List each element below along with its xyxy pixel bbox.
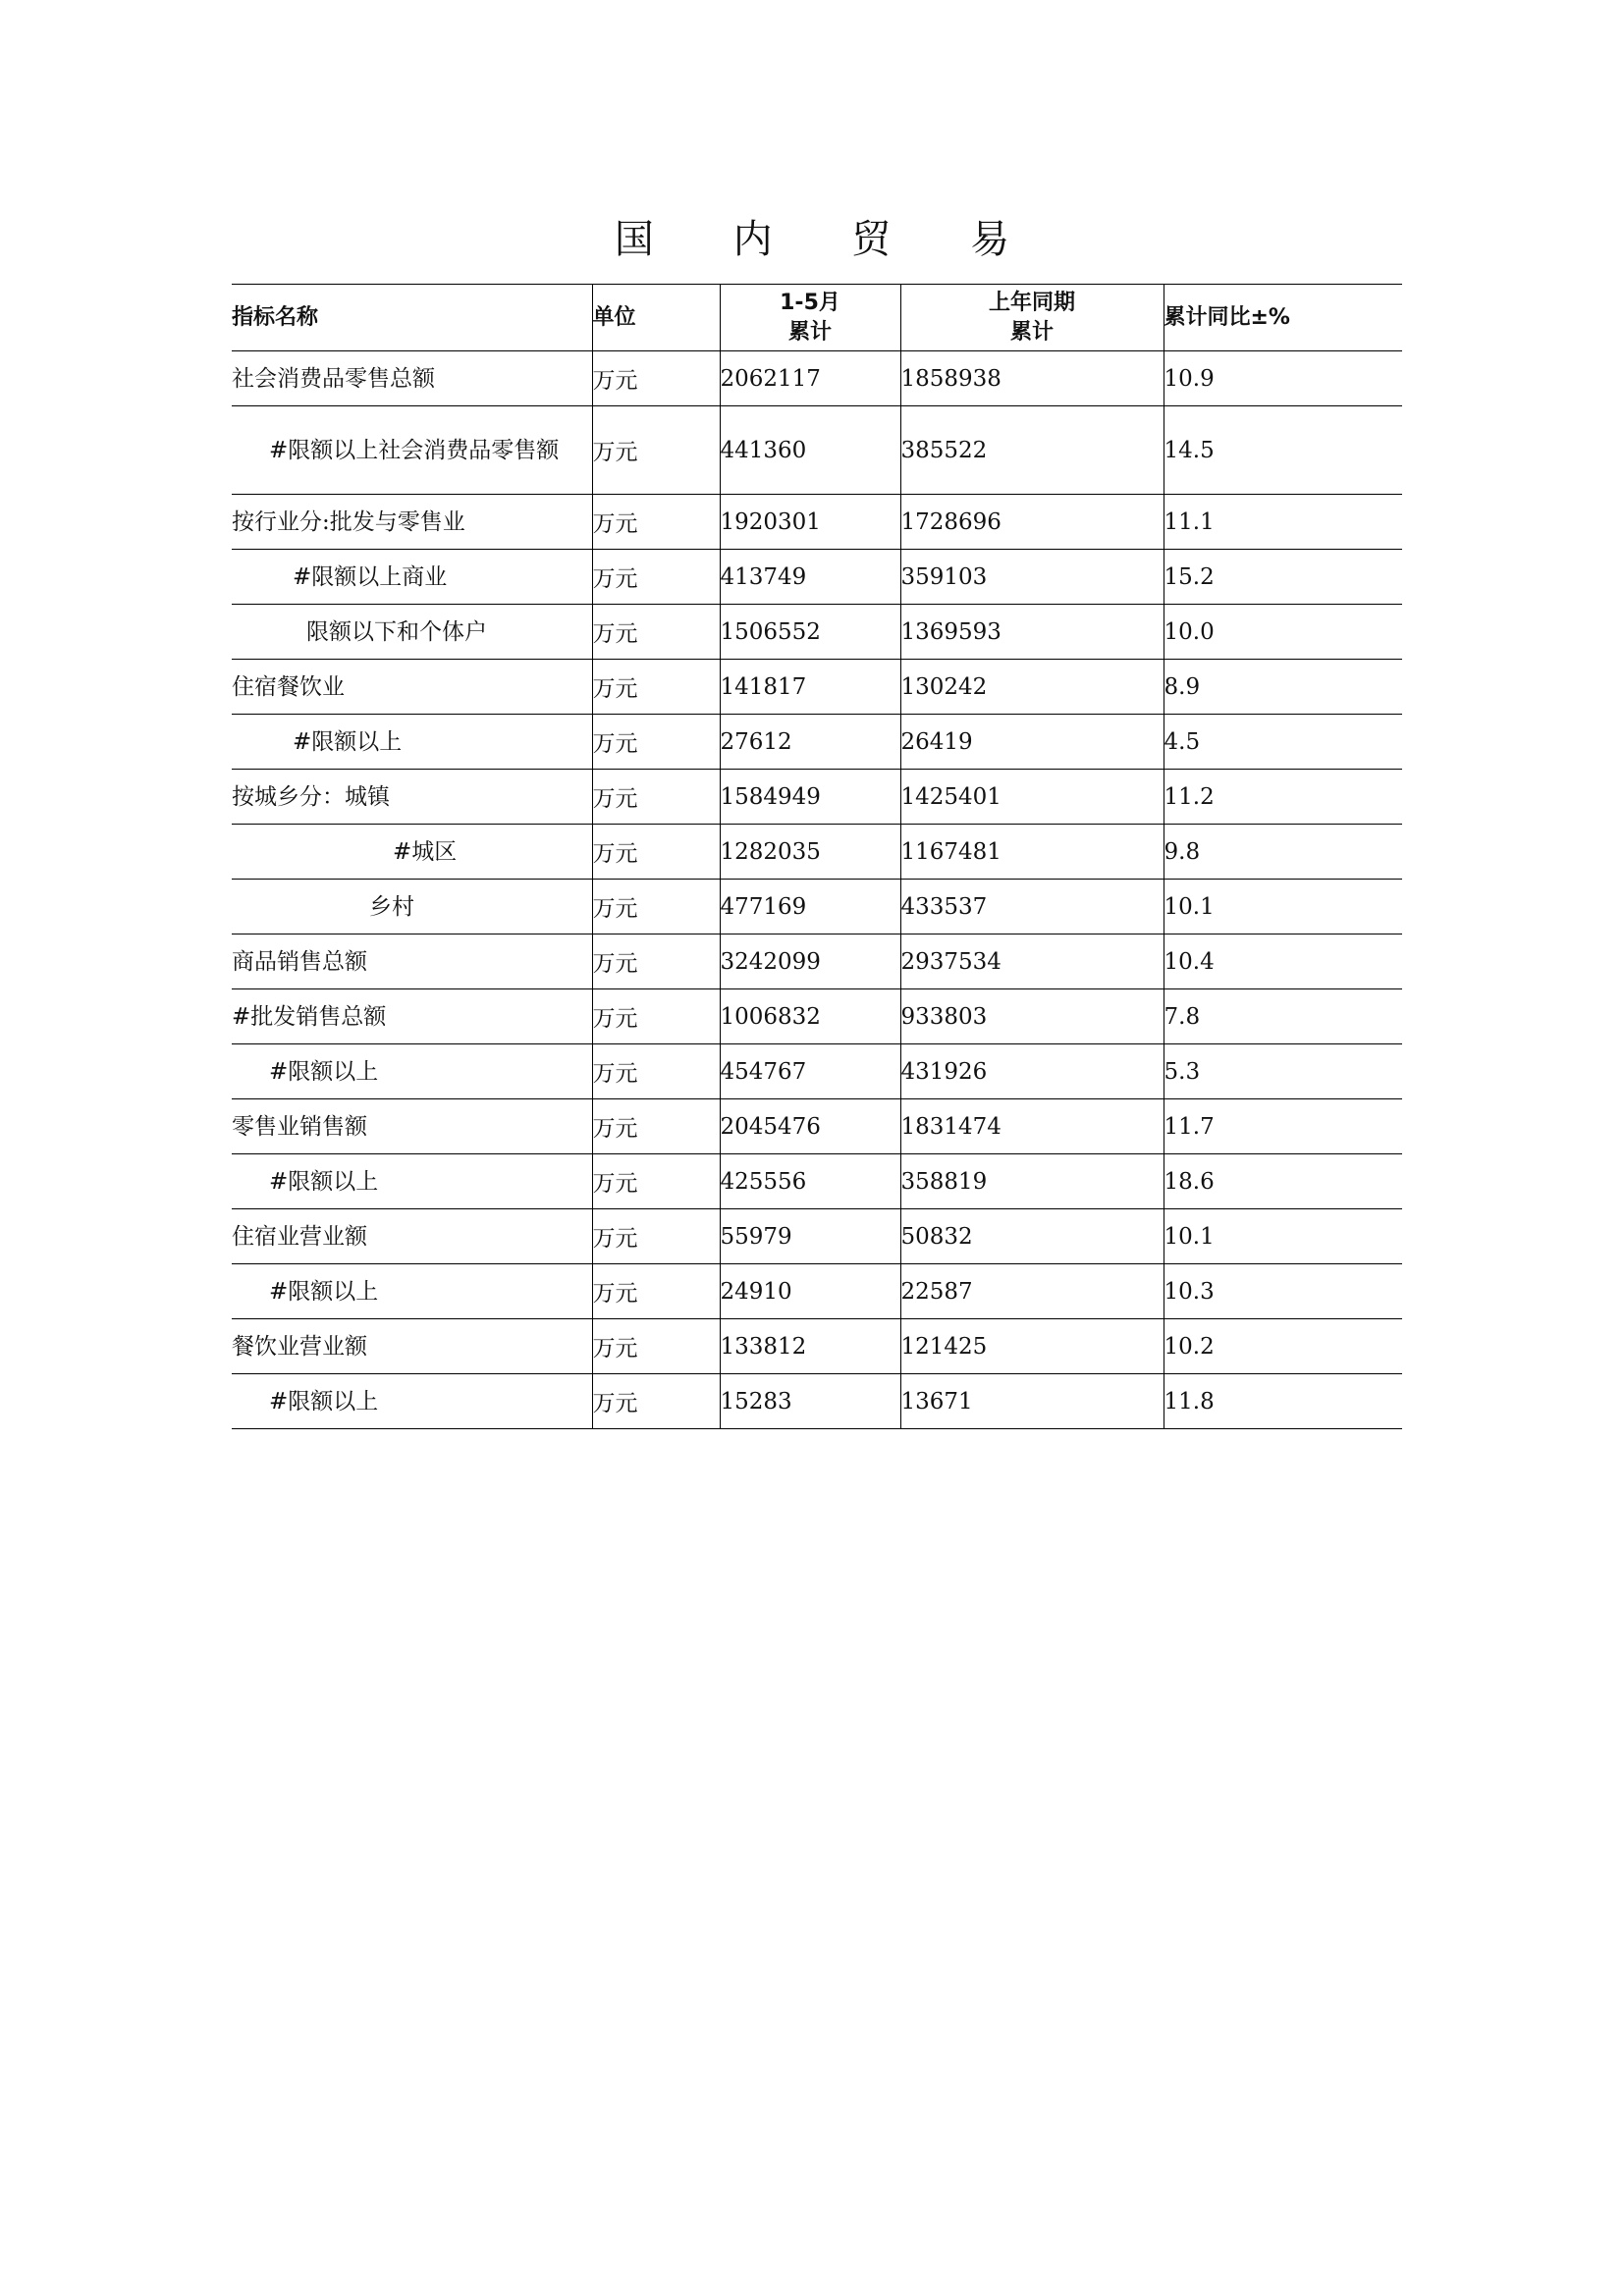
previous-value: 121425 xyxy=(900,1319,1164,1374)
yoy-value: 14.5 xyxy=(1164,406,1402,495)
header-current-period: 1-5月 xyxy=(780,290,840,315)
current-value: 1506552 xyxy=(720,605,900,660)
unit-cell: 万元 xyxy=(592,1374,720,1429)
current-value: 3242099 xyxy=(720,934,900,989)
indicator-name: #限额以上社会消费品零售额 xyxy=(232,406,592,495)
previous-value: 358819 xyxy=(900,1154,1164,1209)
indicator-name: 限额以下和个体户 xyxy=(232,605,592,660)
current-value: 15283 xyxy=(720,1374,900,1429)
current-value: 1282035 xyxy=(720,825,900,880)
current-value: 425556 xyxy=(720,1154,900,1209)
table-row xyxy=(232,934,1402,989)
current-value: 55979 xyxy=(720,1209,900,1264)
indicator-name: 零售业销售额 xyxy=(232,1099,592,1154)
yoy-value: 7.8 xyxy=(1164,989,1402,1044)
header-current-cumulative xyxy=(720,285,900,351)
yoy-value: 5.3 xyxy=(1164,1044,1402,1099)
unit-cell: 万元 xyxy=(592,605,720,660)
indicator-name: 商品销售总额 xyxy=(232,934,592,989)
unit-cell: 万元 xyxy=(592,715,720,770)
table-row xyxy=(232,770,1402,825)
indicator-name: 住宿业营业额 xyxy=(232,1209,592,1264)
yoy-value: 11.2 xyxy=(1164,770,1402,825)
table-row xyxy=(232,605,1402,660)
table-row xyxy=(232,1319,1402,1374)
current-value: 27612 xyxy=(720,715,900,770)
yoy-value: 10.4 xyxy=(1164,934,1402,989)
table-row xyxy=(232,989,1402,1044)
unit-cell: 万元 xyxy=(592,406,720,495)
previous-value: 50832 xyxy=(900,1209,1164,1264)
previous-value: 431926 xyxy=(900,1044,1164,1099)
table-row xyxy=(232,1099,1402,1154)
table-row xyxy=(232,1374,1402,1429)
previous-value: 22587 xyxy=(900,1264,1164,1319)
indicator-name: #限额以上 xyxy=(232,1264,592,1319)
current-value: 2045476 xyxy=(720,1099,900,1154)
table-row xyxy=(232,406,1402,495)
header-indicator-name: 指标名称 xyxy=(232,285,592,351)
yoy-value: 10.9 xyxy=(1164,351,1402,406)
unit-cell: 万元 xyxy=(592,1209,720,1264)
previous-value: 26419 xyxy=(900,715,1164,770)
yoy-value: 10.3 xyxy=(1164,1264,1402,1319)
previous-value: 1167481 xyxy=(900,825,1164,880)
previous-value: 130242 xyxy=(900,660,1164,715)
current-value: 1006832 xyxy=(720,989,900,1044)
previous-value: 933803 xyxy=(900,989,1164,1044)
table-row xyxy=(232,1209,1402,1264)
current-value: 441360 xyxy=(720,406,900,495)
unit-cell: 万元 xyxy=(592,1319,720,1374)
header-yoy-change: 累计同比±% xyxy=(1164,285,1402,351)
header-row xyxy=(232,285,1402,351)
header-previous-cumulative xyxy=(900,285,1164,351)
yoy-value: 8.9 xyxy=(1164,660,1402,715)
previous-value: 385522 xyxy=(900,406,1164,495)
indicator-name: 按行业分:批发与零售业 xyxy=(232,495,592,550)
indicator-name: #城区 xyxy=(232,825,592,880)
table-row xyxy=(232,825,1402,880)
previous-value: 359103 xyxy=(900,550,1164,605)
unit-cell: 万元 xyxy=(592,934,720,989)
current-value: 1920301 xyxy=(720,495,900,550)
yoy-value: 11.7 xyxy=(1164,1099,1402,1154)
indicator-name: 按城乡分：城镇 xyxy=(232,770,592,825)
previous-value: 13671 xyxy=(900,1374,1164,1429)
yoy-value: 11.1 xyxy=(1164,495,1402,550)
table-row xyxy=(232,550,1402,605)
yoy-value: 10.2 xyxy=(1164,1319,1402,1374)
indicator-name: #限额以上 xyxy=(232,1374,592,1429)
domestic-trade-table xyxy=(232,284,1402,1429)
table-row xyxy=(232,495,1402,550)
unit-cell: 万元 xyxy=(592,1264,720,1319)
unit-cell: 万元 xyxy=(592,550,720,605)
current-value: 2062117 xyxy=(720,351,900,406)
previous-value: 2937534 xyxy=(900,934,1164,989)
unit-cell: 万元 xyxy=(592,1099,720,1154)
previous-value: 1831474 xyxy=(900,1099,1164,1154)
unit-cell: 万元 xyxy=(592,1044,720,1099)
current-value: 141817 xyxy=(720,660,900,715)
table-row xyxy=(232,1044,1402,1099)
table-row xyxy=(232,660,1402,715)
yoy-value: 11.8 xyxy=(1164,1374,1402,1429)
current-value: 454767 xyxy=(720,1044,900,1099)
previous-value: 1425401 xyxy=(900,770,1164,825)
previous-value: 1858938 xyxy=(900,351,1164,406)
current-value: 413749 xyxy=(720,550,900,605)
header-current-cumulative-label: 累计 xyxy=(787,319,832,345)
current-value: 133812 xyxy=(720,1319,900,1374)
unit-cell: 万元 xyxy=(592,660,720,715)
unit-cell: 万元 xyxy=(592,1154,720,1209)
indicator-name: 乡村 xyxy=(232,880,592,934)
table-row xyxy=(232,880,1402,934)
yoy-value: 18.6 xyxy=(1164,1154,1402,1209)
previous-value: 1728696 xyxy=(900,495,1164,550)
header-unit: 单位 xyxy=(592,285,720,351)
unit-cell: 万元 xyxy=(592,351,720,406)
indicator-name: #限额以上商业 xyxy=(232,550,592,605)
table-row xyxy=(232,1154,1402,1209)
yoy-value: 10.1 xyxy=(1164,880,1402,934)
table-body xyxy=(232,351,1402,1429)
current-value: 477169 xyxy=(720,880,900,934)
indicator-name: #批发销售总额 xyxy=(232,989,592,1044)
indicator-name: #限额以上 xyxy=(232,1154,592,1209)
current-value: 24910 xyxy=(720,1264,900,1319)
indicator-name: 住宿餐饮业 xyxy=(232,660,592,715)
indicator-name: 餐饮业营业额 xyxy=(232,1319,592,1374)
page-title: 国 内 贸 易 xyxy=(614,217,1044,262)
yoy-value: 4.5 xyxy=(1164,715,1402,770)
current-value: 1584949 xyxy=(720,770,900,825)
previous-value: 433537 xyxy=(900,880,1164,934)
table-header xyxy=(232,285,1402,351)
unit-cell: 万元 xyxy=(592,880,720,934)
indicator-name: 社会消费品零售总额 xyxy=(232,351,592,406)
yoy-value: 10.0 xyxy=(1164,605,1402,660)
indicator-name: #限额以上 xyxy=(232,1044,592,1099)
indicator-name: #限额以上 xyxy=(232,715,592,770)
header-previous-period: 上年同期 xyxy=(988,290,1075,315)
yoy-value: 10.1 xyxy=(1164,1209,1402,1264)
table-row xyxy=(232,715,1402,770)
unit-cell: 万元 xyxy=(592,495,720,550)
unit-cell: 万元 xyxy=(592,989,720,1044)
yoy-value: 15.2 xyxy=(1164,550,1402,605)
previous-value: 1369593 xyxy=(900,605,1164,660)
table-row xyxy=(232,1264,1402,1319)
unit-cell: 万元 xyxy=(592,770,720,825)
table-row xyxy=(232,351,1402,406)
yoy-value: 9.8 xyxy=(1164,825,1402,880)
header-previous-cumulative-label: 累计 xyxy=(1009,319,1054,345)
unit-cell: 万元 xyxy=(592,825,720,880)
